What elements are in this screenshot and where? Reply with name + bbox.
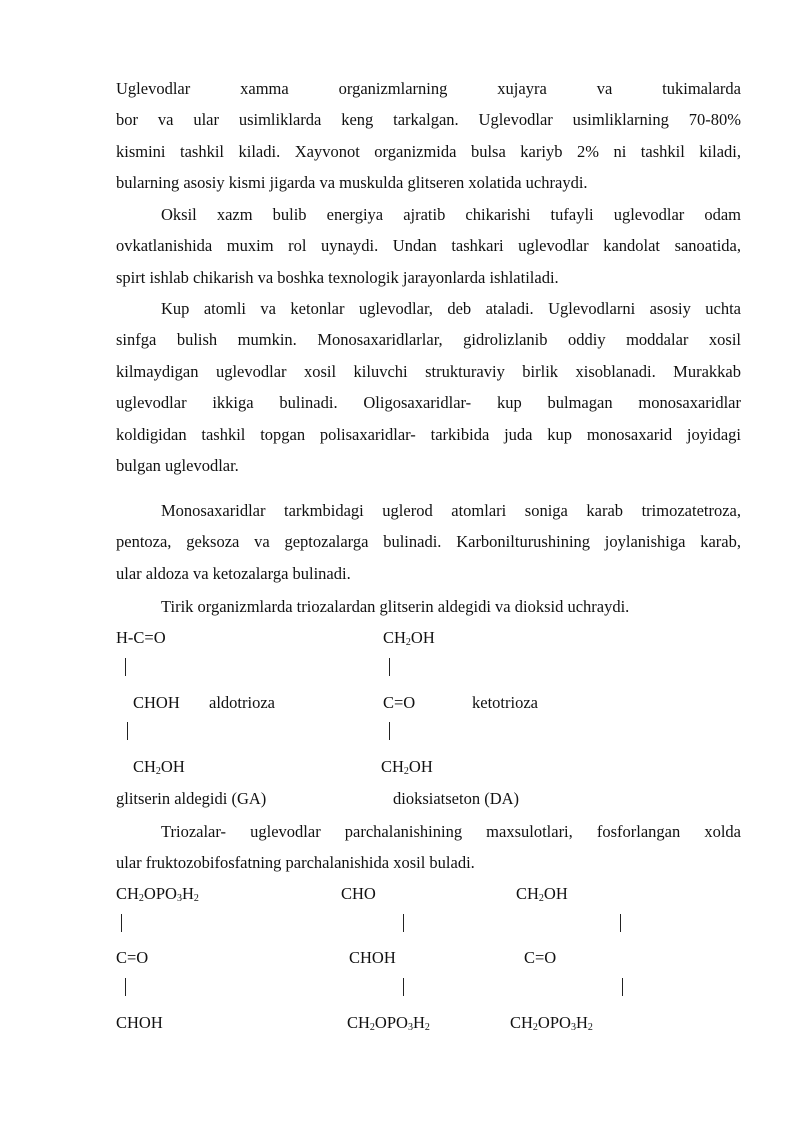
text-line: koldigidan tashkil topgan polisaxaridlar- tarkibida juda kup monosaxarid joyidagi [116, 424, 741, 444]
da-carbonyl: C=O [383, 693, 416, 712]
compound-a-top: $CH_2OPO_3H_2$ [116, 884, 199, 904]
text-line: Uglevodlar xamma organizmlarning xujayra va tukimalarda [116, 79, 741, 98]
compound-c-bottom: $CH_2OPO_3H_2$ [510, 1013, 593, 1033]
ga-ch2oh: $CH_2OH$ [133, 757, 185, 777]
compound-a-bottom: CHOH [116, 1013, 163, 1032]
text-line: Kup atomli va ketonlar uglevodlar, deb ataladi. Uglevodlarni asosiy uchta [161, 299, 741, 318]
text-line: spirt ishlab chikarish va boshka texnologik jarayonlarda ishlatiladi. [116, 267, 559, 287]
text-line: pentoza, geksoza va geptozalarga bulinadi. Karbonilturushining joylanishiga karab, [116, 532, 741, 552]
bond-line [125, 978, 126, 996]
text-line: bor va ular usimliklarda keng tarkalgan. Uglevodlar usimliklarning 70-80% [116, 110, 741, 130]
da-ch2oh-top: $CH_2OH$ [383, 628, 435, 648]
text-line: ovkatlanishida muxim rol uynaydi. Undan tashkari uglevodlar kandolat sanoatida, [116, 236, 741, 256]
bond-line [620, 914, 621, 932]
text-line: ular fruktozobifosfatning parchalanishida xosil buladi. [116, 853, 475, 873]
text-line: uglevodlar ikkiga bulinadi. Oligosaxaridlar- kup bulmagan monosaxaridlar [116, 393, 741, 413]
text-line: sinfga bulish mumkin. Monosaxaridlarlar, gidrolizlanib oddiy moddalar xosil [116, 330, 741, 350]
bond-line [403, 978, 404, 996]
compound-c-top: $CH_2OH$ [516, 884, 568, 904]
da-ch2oh-bottom: $CH_2OH$ [381, 757, 433, 777]
compound-b-bottom: $CH_2OPO_3H_2$ [347, 1013, 430, 1033]
bond-line [389, 658, 390, 676]
text-line: kismini tashkil kiladi. Xayvonot organizmida bulsa kariyb 2% ni tashkil kiladi, [116, 141, 741, 161]
compound-c-mid: C=O [524, 948, 557, 967]
ga-caption: glitserin aldegidi (GA) [116, 789, 267, 808]
compound-b-mid: CHOH [349, 948, 396, 967]
compound-a-mid: C=O [116, 948, 149, 967]
text-line: bularning asosiy kismi jigarda va muskulda glitseren xolatida uchraydi. [116, 173, 588, 193]
bond-line [127, 722, 128, 740]
ketotrioza-label: ketotrioza [472, 693, 538, 712]
bond-line [403, 914, 404, 932]
paragraph-1 [116, 73, 741, 199]
text-line: bulgan uglevodlar. [116, 456, 239, 476]
text-line: Oksil xazm bulib energiya ajratib chikarishi tufayli uglevodlar odam [161, 205, 741, 224]
paragraph-3 [116, 293, 741, 481]
paragraph-2 [116, 199, 741, 293]
compound-b-top: CHO [341, 884, 376, 903]
paragraph-6 [116, 816, 741, 879]
bond-line [389, 722, 390, 740]
paragraph-5: Tirik organizmlarda triozalardan glitserin aldegidi va dioksid uchraydi. [161, 597, 630, 616]
ga-choh: CHOH [133, 693, 180, 712]
aldotrioza-label: aldotrioza [209, 693, 275, 712]
text-line: Triozalar- uglevodlar parchalanishining maxsulotlari, fosforlangan xolda [161, 822, 741, 841]
bond-line [125, 658, 126, 676]
paragraph-4 [116, 495, 741, 589]
bond-line [121, 914, 122, 932]
text-line: kilmaydigan uglevodlar xosil kiluvchi strukturaviy birlik xisoblanadi. Murakkab [116, 361, 741, 381]
bond-line [622, 978, 623, 996]
ga-carbonyl: H-C=O [116, 628, 166, 647]
text-line: ular aldoza va ketozalarga bulinadi. [116, 563, 351, 583]
da-caption: dioksiatseton (DA) [393, 789, 520, 808]
text-line: Monosaxaridlar tarkmbidagi uglerod atomlari soniga karab trimozatetroza, [161, 501, 741, 520]
